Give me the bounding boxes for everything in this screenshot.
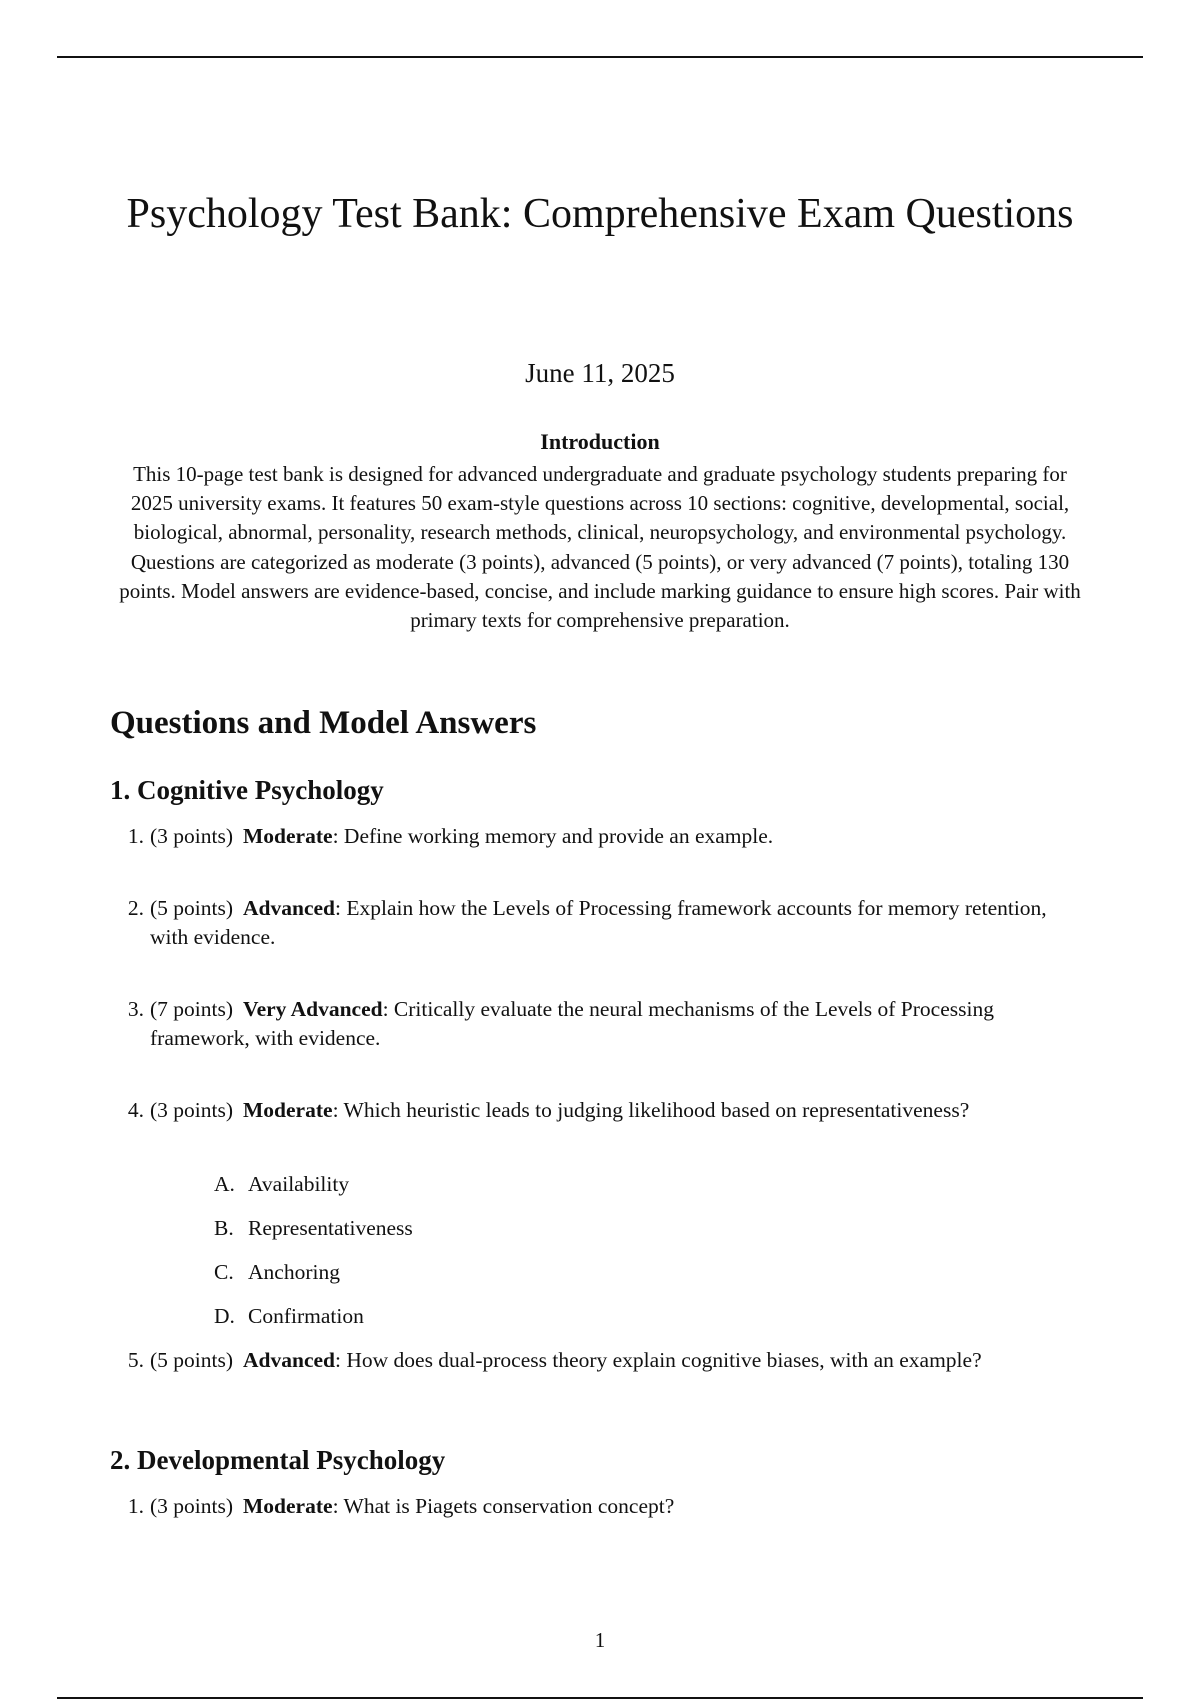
question-item (110, 894, 1090, 952)
subsection-cognitive: 1. Cognitive Psychology (110, 775, 384, 805)
question-number: 1. (127, 1494, 144, 1518)
introduction-text: This 10-page test bank is designed for advanced undergraduate and graduate psychology students preparing for 2025 university exams. It features 50 exam-style questions across 10 sections: cognitive, developmental, social, biological, abnormal, personality, research methods, clinical, neuropsychology, and environmental psychology. Questions are categorized as moderate (3 points), advanced (5 points), or very advanced (7 points), totaling 130 points. Model answers are evidence-based, concise, and include marking guidance to ensure high scores. Pair with primary texts for comprehensive preparation. (119, 462, 1081, 633)
question-text: : Which heuristic leads to judging likelihood based on representativeness? (332, 1098, 970, 1122)
question-points: (5 points) (150, 1348, 234, 1372)
question-item (110, 1096, 1090, 1125)
answer-option (214, 1214, 413, 1243)
question-text: : Critically evaluate the neural mechanisms of the Levels of Processing framework, with evidence. (150, 997, 994, 1050)
document-title: Psychology Test Bank: Comprehensive Exam Questions (126, 191, 1074, 237)
question-level: Moderate (243, 824, 333, 848)
option-letter: A. (214, 1172, 235, 1196)
question-text: : Explain how the Levels of Processing framework accounts for memory retention, with evidence. (150, 896, 1047, 949)
question-level: Advanced (243, 1348, 335, 1372)
question-level: Moderate (243, 1494, 333, 1518)
top-rule (57, 56, 1143, 58)
question-level: Advanced (243, 896, 335, 920)
answer-option (214, 1170, 349, 1199)
page-number: 1 (594, 1628, 606, 1652)
question-text: : How does dual-process theory explain cognitive biases, with an example? (335, 1348, 982, 1372)
question-text: : Define working memory and provide an example. (332, 824, 774, 848)
introduction (110, 428, 1090, 635)
question-item (110, 822, 1090, 851)
section-heading: Questions and Model Answers (110, 705, 537, 741)
question-number: 2. (127, 896, 144, 920)
question-item (110, 1492, 1090, 1521)
question-points: (5 points) (150, 896, 234, 920)
bottom-rule (57, 1697, 1143, 1699)
option-text: Availability (248, 1172, 350, 1196)
subsection-developmental: 2. Developmental Psychology (110, 1445, 446, 1475)
answer-option (214, 1258, 340, 1287)
question-level: Very Advanced (243, 997, 383, 1021)
question-points: (7 points) (150, 997, 234, 1021)
option-text: Confirmation (248, 1304, 364, 1328)
question-level: Moderate (243, 1098, 333, 1122)
question-points: (3 points) (150, 824, 234, 848)
option-text: Representativeness (248, 1216, 413, 1240)
answer-option (214, 1302, 364, 1331)
option-text: Anchoring (248, 1260, 340, 1284)
document-date: June 11, 2025 (525, 358, 675, 388)
question-number: 4. (127, 1098, 144, 1122)
option-letter: D. (214, 1304, 235, 1328)
question-item (110, 1346, 1090, 1375)
question-points: (3 points) (150, 1494, 234, 1518)
question-number: 3. (127, 997, 144, 1021)
question-points: (3 points) (150, 1098, 234, 1122)
question-text: : What is Piagets conservation concept? (332, 1494, 675, 1518)
introduction-heading: Introduction (540, 429, 660, 454)
question-item (110, 995, 1090, 1053)
option-letter: B. (214, 1216, 234, 1240)
question-number: 5. (127, 1348, 144, 1372)
question-number: 1. (127, 824, 144, 848)
option-letter: C. (214, 1260, 234, 1284)
